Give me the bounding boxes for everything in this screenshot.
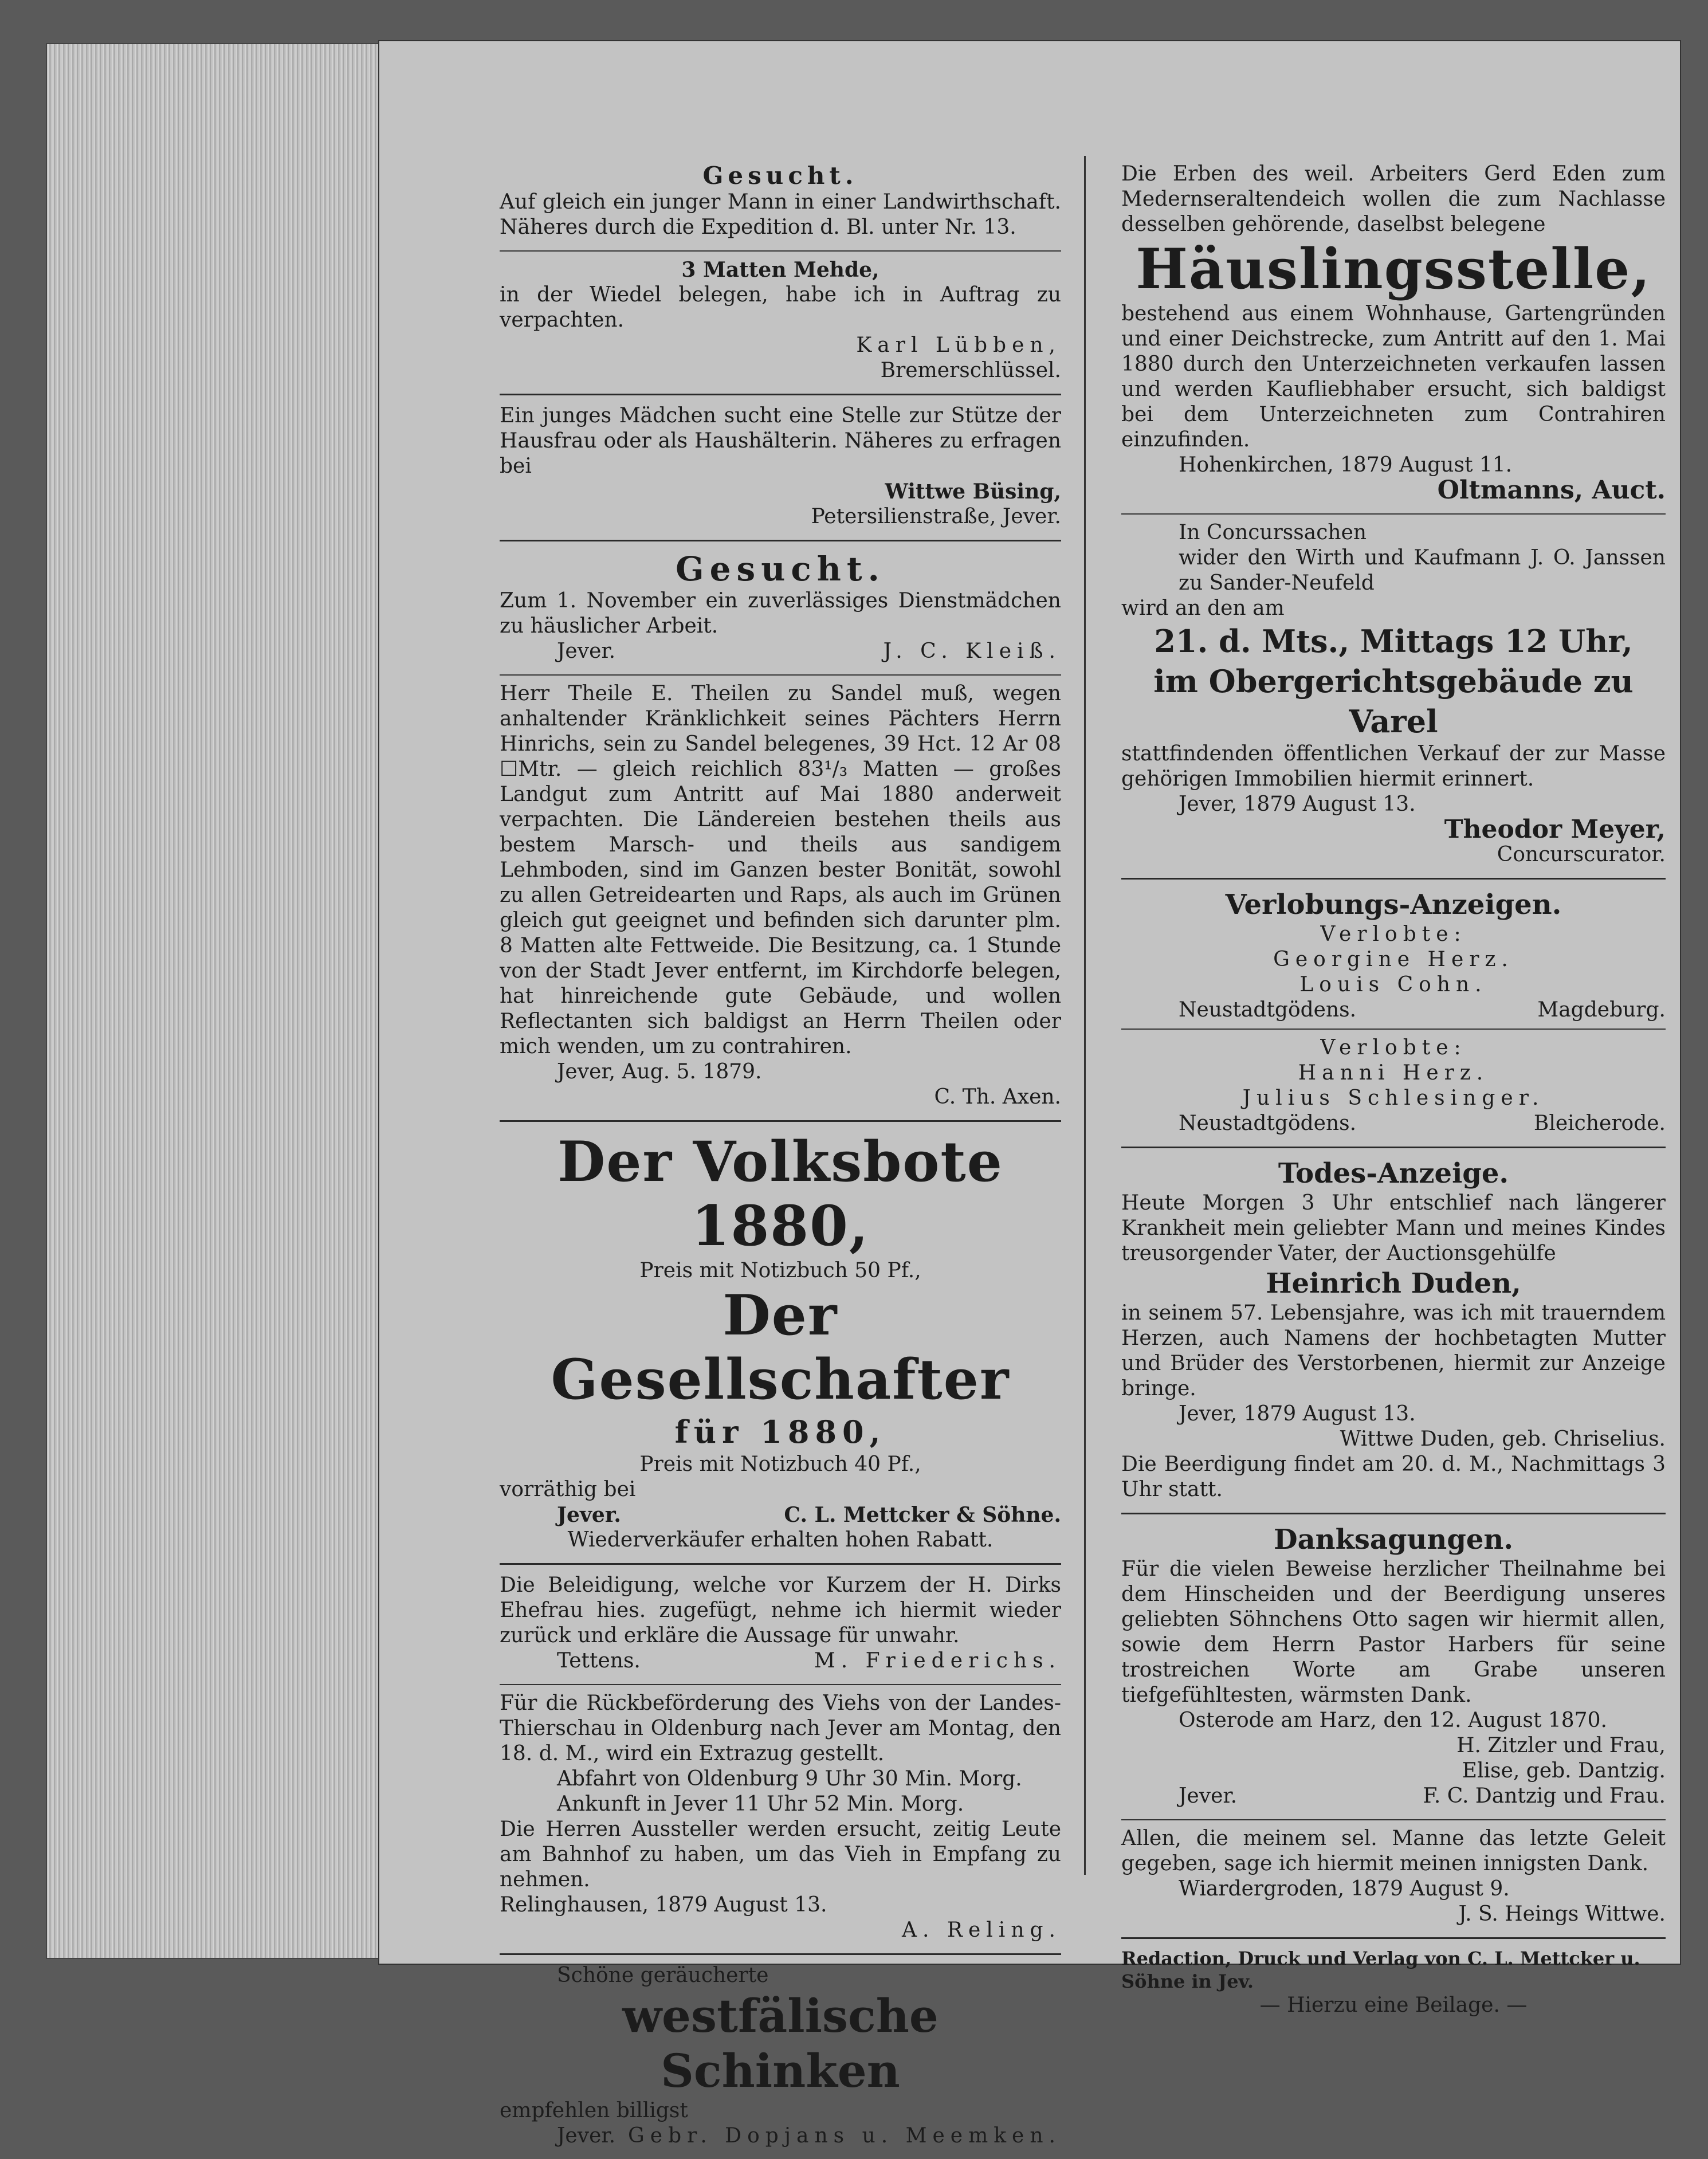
ad-death-notice <box>1121 1156 1666 1502</box>
ad-estate-lease <box>500 681 1061 1110</box>
ad-text: Zum 1. November ein zuverlässiges Dienstmädchen zu häuslicher Arbeit. <box>500 589 1061 638</box>
date: Jever, 1879 August 13. <box>1179 1402 1416 1426</box>
auction-time: 21. d. Mts., Mittags 12 Uhr, <box>1154 623 1633 660</box>
line-2: wider den Wirth und Kaufmann J. O. Janssen zu Sander-Neufeld <box>1179 546 1666 595</box>
place: Jever. <box>557 639 616 663</box>
separator <box>1121 1147 1666 1148</box>
ad-text: Auf gleich ein junger Mann in einer Landwirthschaft. Näheres durch die Expedition d. Bl. unter Nr. 13. <box>500 190 1061 239</box>
price-2: Preis mit Notizbuch 40 Pf., <box>639 1453 921 1476</box>
ad-special-train <box>500 1691 1061 1943</box>
signature: A. Reling. <box>902 1918 1061 1942</box>
ad-young-woman-seeks-position <box>500 403 1061 529</box>
stock-note: vorräthig bei <box>500 1478 636 1501</box>
separator <box>500 674 1061 676</box>
supplement-note: — Hierzu eine Beilage. — <box>1259 1993 1528 2017</box>
ad-title: Gesucht. <box>702 162 858 190</box>
ad-text: Die Beleidigung, welche vor Kurzem der H. Dirks Ehefrau hies. zugefügt, nehme ich hiermit wieder zurück und erkläre die Aussage für unwahr. <box>500 1573 1061 1647</box>
date: Wiardergroden, 1879 August 9. <box>1179 1877 1510 1901</box>
resale-note: Wiederverkäufer erhalten hohen Rabatt. <box>567 1528 994 1552</box>
line-6: stattfindenden öffentlichen Verkauf der zur Masse gehörigen Immobilien hiermit erinnert. <box>1121 742 1666 791</box>
place: Bleicherode. <box>1533 1112 1666 1135</box>
label: Verlobte: <box>1320 1036 1467 1059</box>
separator <box>500 1953 1061 1955</box>
place: Tettens. <box>557 1649 641 1673</box>
ad-hams <box>500 1963 1061 2149</box>
separator <box>500 250 1061 252</box>
signature: Gebr. Dopjans u. Meemken. <box>628 2124 1061 2148</box>
separator <box>1121 1937 1666 1939</box>
date: Jever, Aug. 5. 1879. <box>557 1060 762 1084</box>
date: Hohenkirchen, 1879 August 11. <box>1179 453 1513 477</box>
ad-text-2: in seinem 57. Lebensjahre, was ich mit trauerndem Herzen, auch Namens der hochbetagten Mutter und Brüder des Verstorbenen, hiermit zur Anzeige bringe. <box>1121 1301 1666 1400</box>
price: Preis mit Notizbuch 50 Pf., <box>639 1259 921 1282</box>
separator <box>1121 1819 1666 1820</box>
ad-text: Heute Morgen 3 Uhr entschlief nach längerer Krankheit mein geliebter Mann und meines Kindes treusorgender Vater, der Auctionsgehülfe <box>1121 1191 1666 1265</box>
ad-meadow-lease <box>500 257 1061 383</box>
departure: Abfahrt von Oldenburg 9 Uhr 30 Min. Morg. <box>557 1767 1022 1791</box>
signature: Wittwe Duden, geb. Chriselius. <box>1340 1427 1666 1451</box>
left-column <box>500 162 1061 2159</box>
line-3: wird an den am <box>1121 596 1285 620</box>
signature: Theodor Meyer, <box>1444 815 1666 844</box>
date: Relinghausen, 1879 August 13. <box>500 1893 827 1917</box>
ad-title: Todes-Anzeige. <box>1278 1157 1509 1190</box>
name: Georgine Herz. <box>1273 948 1514 971</box>
deceased-name: Heinrich Duden, <box>1266 1267 1521 1300</box>
ad-title: Verlobungs-Anzeigen. <box>1225 889 1562 921</box>
ad-text: empfehlen billigst <box>500 2099 688 2122</box>
place: Magdeburg. <box>1537 998 1666 1022</box>
ad-thanks-widow <box>1121 1826 1666 1927</box>
ad-calendars <box>500 1130 1061 1553</box>
ad-wanted-maid <box>500 549 1061 664</box>
place: Neustadtgödens. <box>1179 998 1357 1022</box>
imprint: Redaction, Druck und Verlag von C. L. Mettcker u. Söhne in Jev. <box>1121 1948 1640 1992</box>
separator <box>500 1563 1061 1565</box>
funeral-note: Die Beerdigung findet am 20. d. M., Nachmittags 3 Uhr statt. <box>1121 1453 1666 1501</box>
signature: Karl Lübben, <box>856 333 1061 357</box>
firm: C. L. Mettcker & Söhne. <box>784 1503 1061 1527</box>
ad-text: in der Wiedel belegen, habe ich in Auftrag zu verpachten. <box>500 283 1061 332</box>
separator <box>500 1120 1061 1122</box>
signature: J. S. Heings Wittwe. <box>1458 1902 1666 1926</box>
signature: Oltmanns, Auct. <box>1437 476 1666 505</box>
place: Jever. <box>557 1503 621 1527</box>
date: Jever, 1879 August 13. <box>1179 792 1416 816</box>
ad-text-2: Die Herren Aussteller werden ersucht, zeitig Leute am Bahnhof zu haben, um das Vieh in Empfang zu nehmen. <box>500 1818 1061 1891</box>
ad-text: Die Erben des weil. Arbeiters Gerd Eden zum Medernseraltendeich wollen die zum Nachlasse desselben gehörende, daselbst belegene <box>1121 162 1666 236</box>
signature: F. C. Dantzig und Frau. <box>1423 1784 1666 1808</box>
signature-place: Petersilienstraße, Jever. <box>811 505 1061 528</box>
signature-place: Bremerschlüssel. <box>880 359 1061 382</box>
newspaper-page <box>378 40 1681 2148</box>
book-page-edges <box>46 43 392 1959</box>
signature: Wittwe Büsing, <box>885 480 1061 504</box>
place: Neustadtgödens. <box>1179 1112 1357 1135</box>
separator <box>1121 513 1666 515</box>
date: Osterode am Harz, den 12. August 1870. <box>1179 1709 1607 1732</box>
auction-place: im Obergerichtsgebäude zu Varel <box>1153 663 1634 740</box>
ad-text: Herr Theile E. Theilen zu Sandel muß, wegen anhaltender Kränklichkeit seines Pächters Herrn Hinrichs, sein zu Sandel belegenes, 39 Hct. 12 Ar 08 ☐Mtr. — gleich reichlich 83¹/₃ Matten — großes Landgut zum Antritt auf Mai 1880 anderweit verpachten. Die Ländereien bestehen theils aus bestem Marsch- und theils aus sandigem Lehmboden, sind im Ganzen bester Bonität, sowohl zu allen Getreidearten und Raps, als auch im Grünen gleich gut geeignet und befinden sich darunter plm. 8 Matten alte Fettweide. Die Besitzung, ca. 1 Stunde von der Stadt Jever entfernt, im Kirchdorfe belegen, hat hinreichende gute Gebäude, und wollen Reflectanten sich baldigst an Herrn Theilen oder mich wenden, um zu contrahiren. <box>500 682 1061 1058</box>
ad-engagements <box>1121 888 1666 1136</box>
name: Hanni Herz. <box>1298 1061 1489 1085</box>
ad-house-sale <box>1121 162 1666 503</box>
separator <box>500 540 1061 541</box>
signature: C. Th. Axen. <box>934 1085 1061 1109</box>
ad-bankruptcy-sale <box>1121 520 1666 867</box>
ad-title: westfälische Schinken <box>622 1989 939 2098</box>
right-column <box>1121 162 1666 2018</box>
ad-text-2: bestehend aus einem Wohnhause, Gartengründen und einer Deichstrecke, zum Antritt auf den 1. Mai 1880 durch den Unterzeichneten verkaufen lassen und werden Kaufliebhaber ersucht, sich baldigst bei dem Unterzeichneten zum Contrahiren einzufinden. <box>1121 302 1666 452</box>
signature-role: Concurscurator. <box>1497 843 1666 866</box>
label: Verlobte: <box>1320 923 1467 946</box>
column-divider <box>1084 156 1086 1875</box>
signature: M. Friederichs. <box>814 1649 1061 1673</box>
ad-text: Für die Rückbeförderung des Viehs von der Landes-Thierschau in Oldenburg nach Jever am Montag, den 18. d. M., wird ein Extrazug gestellt. <box>500 1691 1061 1765</box>
separator <box>500 394 1061 395</box>
ad-text: Ein junges Mädchen sucht eine Stelle zur Stütze der Hausfrau oder als Haushälterin. Näheres zu erfragen bei <box>500 404 1061 478</box>
ad-wanted-farmhand <box>500 162 1061 240</box>
ad-text: Für die vielen Beweise herzlicher Theilnahme bei dem Hinscheiden und der Beerdigung unseres geliebten Söhnchens Otto sagen wir hiermit allen, sowie dem Herrn Pastor Harbers für seine trostreichen Worte am Grabe unseren tiefgefühltesten, wärmsten Dank. <box>1121 1557 1666 1707</box>
ad-title: 3 Matten Mehde, <box>681 258 879 282</box>
arrival: Ankunft in Jever 11 Uhr 52 Min. Morg. <box>557 1792 964 1816</box>
name: Julius Schlesinger. <box>1242 1086 1545 1110</box>
signature: H. Zitzler und Frau, <box>1456 1734 1666 1757</box>
year: für 1880, <box>674 1414 886 1450</box>
separator <box>1121 1513 1666 1514</box>
ad-thanks <box>1121 1522 1666 1809</box>
ad-title: Danksagungen. <box>1273 1524 1514 1556</box>
pre-title: Schöne geräucherte <box>557 1964 769 1987</box>
line-1: In Concurssachen <box>1179 521 1367 544</box>
place: Jever. <box>1179 1784 1238 1808</box>
separator <box>1121 1029 1666 1030</box>
ad-title: Gesucht. <box>676 549 885 588</box>
name: Louis Cohn. <box>1299 973 1487 996</box>
signature: Elise, geb. Dantzig. <box>1462 1759 1666 1783</box>
separator <box>500 1684 1061 1685</box>
place: Jever. <box>557 2124 616 2148</box>
signature: J. C. Kleiß. <box>883 639 1061 663</box>
ad-retraction <box>500 1573 1061 1674</box>
ad-text: Allen, die meinem sel. Manne das letzte Geleit gegeben, sage ich hiermit meinen innigsten Dank. <box>1121 1827 1666 1875</box>
ad-title-2: Der Gesellschafter <box>551 1283 1010 1412</box>
ad-title: Der Volksbote 1880, <box>557 1129 1003 1258</box>
separator <box>1121 878 1666 880</box>
ad-title: Häuslingsstelle, <box>1136 237 1651 301</box>
